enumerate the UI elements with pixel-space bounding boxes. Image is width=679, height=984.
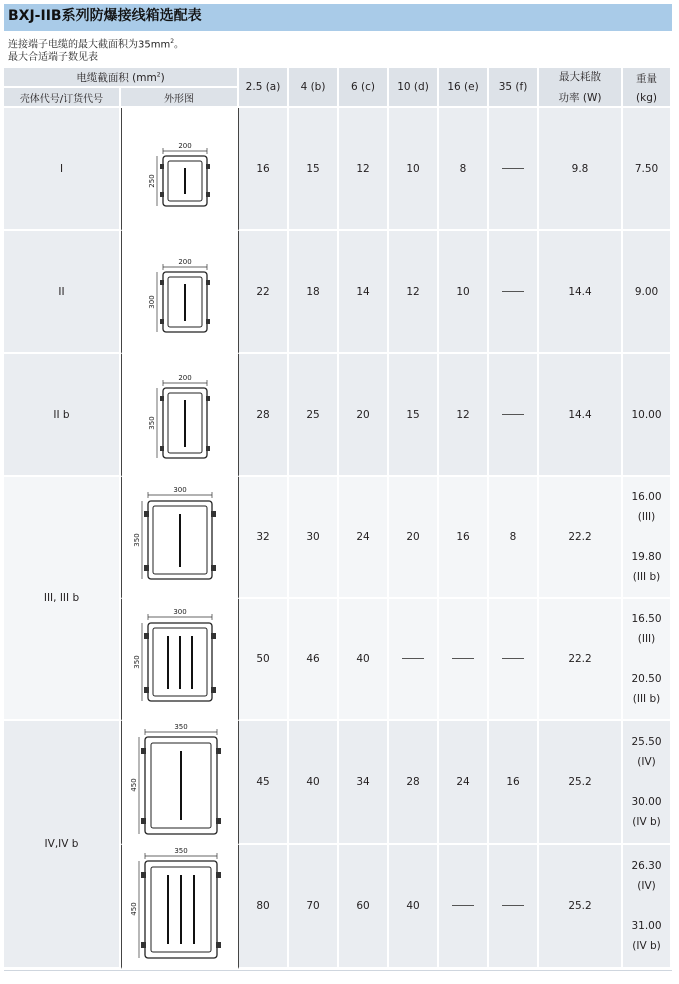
- height-dimension: 350: [148, 416, 156, 430]
- note-max-cable-sup: 2: [170, 38, 175, 45]
- weight: 10.00: [623, 354, 672, 477]
- weight: [623, 845, 672, 969]
- dash-mark: [502, 168, 524, 170]
- terminal-count-b: 70: [289, 845, 339, 969]
- width-dimension: 350: [174, 846, 188, 855]
- cable-section-header: [4, 68, 239, 88]
- dash-mark: [452, 658, 474, 660]
- max-power: 22.2: [539, 477, 623, 599]
- outline-drawing: [121, 108, 239, 231]
- housing-code: II b: [4, 354, 121, 477]
- housing-code-header: 壳体代号/订货代号: [4, 88, 121, 108]
- dash-mark: [502, 905, 524, 907]
- table-row: [4, 231, 672, 354]
- terminal-count-c: 20: [339, 354, 389, 477]
- enclosure-diagram: [125, 846, 235, 964]
- dash-mark: [502, 291, 524, 293]
- weight-tag-b: (III b): [632, 693, 661, 705]
- dash-mark: [502, 414, 524, 416]
- terminal-count-c: 60: [339, 845, 389, 969]
- terminal-count-a: 28: [239, 354, 289, 477]
- weight-tag-a: (III): [637, 633, 656, 645]
- width-dimension: 300: [173, 607, 187, 616]
- power-header-line2: 功率 (W): [558, 92, 602, 104]
- cable-section-end: ): [160, 71, 165, 84]
- enclosure-diagram: [125, 112, 235, 222]
- enclosure-diagram: [125, 722, 235, 840]
- power-header-line1: 最大耗散: [559, 71, 602, 83]
- weight: 7.50: [623, 108, 672, 231]
- height-dimension: 350: [133, 654, 141, 669]
- header-row-1: [4, 68, 672, 88]
- terminal-count-b: 30: [289, 477, 339, 599]
- height-dimension: 450: [130, 777, 138, 792]
- terminal-count-d: 10: [389, 108, 439, 231]
- col-header-b: 4 (b): [289, 68, 339, 108]
- terminal-count-f: 16: [489, 721, 539, 845]
- terminal-count-c: 24: [339, 477, 389, 599]
- weight-header: [623, 68, 672, 108]
- enclosure-diagram: [125, 603, 235, 713]
- cable-section-sup: 2: [156, 71, 161, 78]
- col-header-a: 2.5 (a): [239, 68, 289, 108]
- terminal-count-f: [489, 354, 539, 477]
- terminal-count-b: 40: [289, 721, 339, 845]
- housing-code: III, III b: [4, 477, 121, 721]
- page-title: BXJ-IIB系列防爆接线箱选配表: [4, 4, 672, 31]
- selection-table: [4, 68, 672, 969]
- terminal-count-c: 40: [339, 599, 389, 721]
- height-dimension: 250: [148, 174, 156, 188]
- terminal-count-f: [489, 599, 539, 721]
- terminal-count-a: 22: [239, 231, 289, 354]
- width-dimension: 200: [178, 142, 192, 150]
- enclosure-diagram: [125, 235, 235, 345]
- terminal-count-e: 8: [439, 108, 489, 231]
- cable-section-text: 电缆截面积 (mm: [76, 71, 157, 84]
- outline-drawing: [121, 354, 239, 477]
- terminal-count-e: [439, 845, 489, 969]
- terminal-count-f: [489, 231, 539, 354]
- terminal-count-e: 12: [439, 354, 489, 477]
- outline-drawing: [121, 599, 239, 721]
- max-power: 22.2: [539, 599, 623, 721]
- weight-tag-b: (IV b): [632, 816, 661, 828]
- width-dimension: 300: [173, 485, 187, 494]
- width-dimension: 200: [178, 258, 192, 266]
- max-power: 9.8: [539, 108, 623, 231]
- note-max-cable: [8, 36, 184, 51]
- terminal-count-d: 20: [389, 477, 439, 599]
- outline-drawing: [121, 721, 239, 845]
- terminal-count-d: [389, 599, 439, 721]
- note-max-cable-end: 。: [174, 39, 185, 51]
- table-row: [4, 108, 672, 231]
- terminal-count-c: 34: [339, 721, 389, 845]
- terminal-count-a: 32: [239, 477, 289, 599]
- weight-value-a: 16.50: [631, 613, 662, 625]
- width-dimension: 200: [178, 374, 192, 382]
- weight: 9.00: [623, 231, 672, 354]
- weight: [623, 477, 672, 599]
- terminal-count-f: 8: [489, 477, 539, 599]
- weight-value-a: 16.00: [631, 491, 662, 503]
- max-power: 14.4: [539, 354, 623, 477]
- terminal-count-e: 24: [439, 721, 489, 845]
- terminal-count-f: [489, 108, 539, 231]
- max-power: 14.4: [539, 231, 623, 354]
- note-max-cable-text: 连接端子电缆的最大截面积为35mm: [8, 39, 171, 51]
- weight-tag-b: (III b): [632, 571, 661, 583]
- weight-value-b: 31.00: [631, 920, 662, 932]
- terminal-count-d: 15: [389, 354, 439, 477]
- max-power: 25.2: [539, 721, 623, 845]
- weight-value-a: 25.50: [631, 736, 662, 748]
- weight-header-line1: 重量: [636, 72, 658, 85]
- terminal-count-c: 14: [339, 231, 389, 354]
- outline-header: 外形图: [121, 88, 239, 108]
- terminal-count-b: 18: [289, 231, 339, 354]
- col-header-e: 16 (e): [439, 68, 489, 108]
- terminal-count-e: 16: [439, 477, 489, 599]
- power-header: [539, 68, 623, 108]
- weight-value-b: 20.50: [631, 673, 662, 685]
- col-header-f: 35 (f): [489, 68, 539, 108]
- terminal-count-b: 46: [289, 599, 339, 721]
- housing-code: I: [4, 108, 121, 231]
- terminal-count-b: 15: [289, 108, 339, 231]
- outline-drawing: [121, 845, 239, 969]
- enclosure-diagram: [125, 358, 235, 468]
- weight-tag-a: (III): [637, 511, 656, 523]
- terminal-count-e: [439, 599, 489, 721]
- weight-header-line2: (kg): [636, 91, 657, 104]
- terminal-count-a: 80: [239, 845, 289, 969]
- weight-value-a: 26.30: [631, 860, 662, 872]
- bottom-rule: [4, 970, 672, 971]
- width-dimension: 350: [174, 722, 188, 731]
- terminal-count-f: [489, 845, 539, 969]
- weight: [623, 721, 672, 845]
- terminal-count-b: 25: [289, 354, 339, 477]
- housing-code: IV,IV b: [4, 721, 121, 969]
- col-header-d: 10 (d): [389, 68, 439, 108]
- height-dimension: 450: [130, 901, 138, 916]
- housing-code: II: [4, 231, 121, 354]
- terminal-count-c: 12: [339, 108, 389, 231]
- dash-mark: [402, 658, 424, 660]
- enclosure-diagram: [125, 481, 235, 591]
- weight-tag-b: (IV b): [632, 940, 661, 952]
- terminal-count-e: 10: [439, 231, 489, 354]
- col-header-c: 6 (c): [339, 68, 389, 108]
- table-row: [4, 721, 672, 845]
- weight: [623, 599, 672, 721]
- terminal-count-a: 45: [239, 721, 289, 845]
- weight-tag-a: (IV): [637, 756, 656, 768]
- terminal-count-d: 12: [389, 231, 439, 354]
- weight-tag-a: (IV): [637, 880, 656, 892]
- table-row: [4, 354, 672, 477]
- max-power: 25.2: [539, 845, 623, 969]
- dash-mark: [502, 658, 524, 660]
- height-dimension: 300: [148, 295, 156, 309]
- outline-drawing: [121, 231, 239, 354]
- terminal-count-a: 16: [239, 108, 289, 231]
- weight-value-b: 19.80: [631, 551, 662, 563]
- dash-mark: [452, 905, 474, 907]
- outline-drawing: [121, 477, 239, 599]
- terminal-count-a: 50: [239, 599, 289, 721]
- table-row: [4, 477, 672, 599]
- terminal-count-d: 28: [389, 721, 439, 845]
- weight-value-b: 30.00: [631, 796, 662, 808]
- height-dimension: 350: [133, 532, 141, 547]
- note-terminal-count: 最大合适端子数见表: [8, 52, 98, 63]
- terminal-count-d: 40: [389, 845, 439, 969]
